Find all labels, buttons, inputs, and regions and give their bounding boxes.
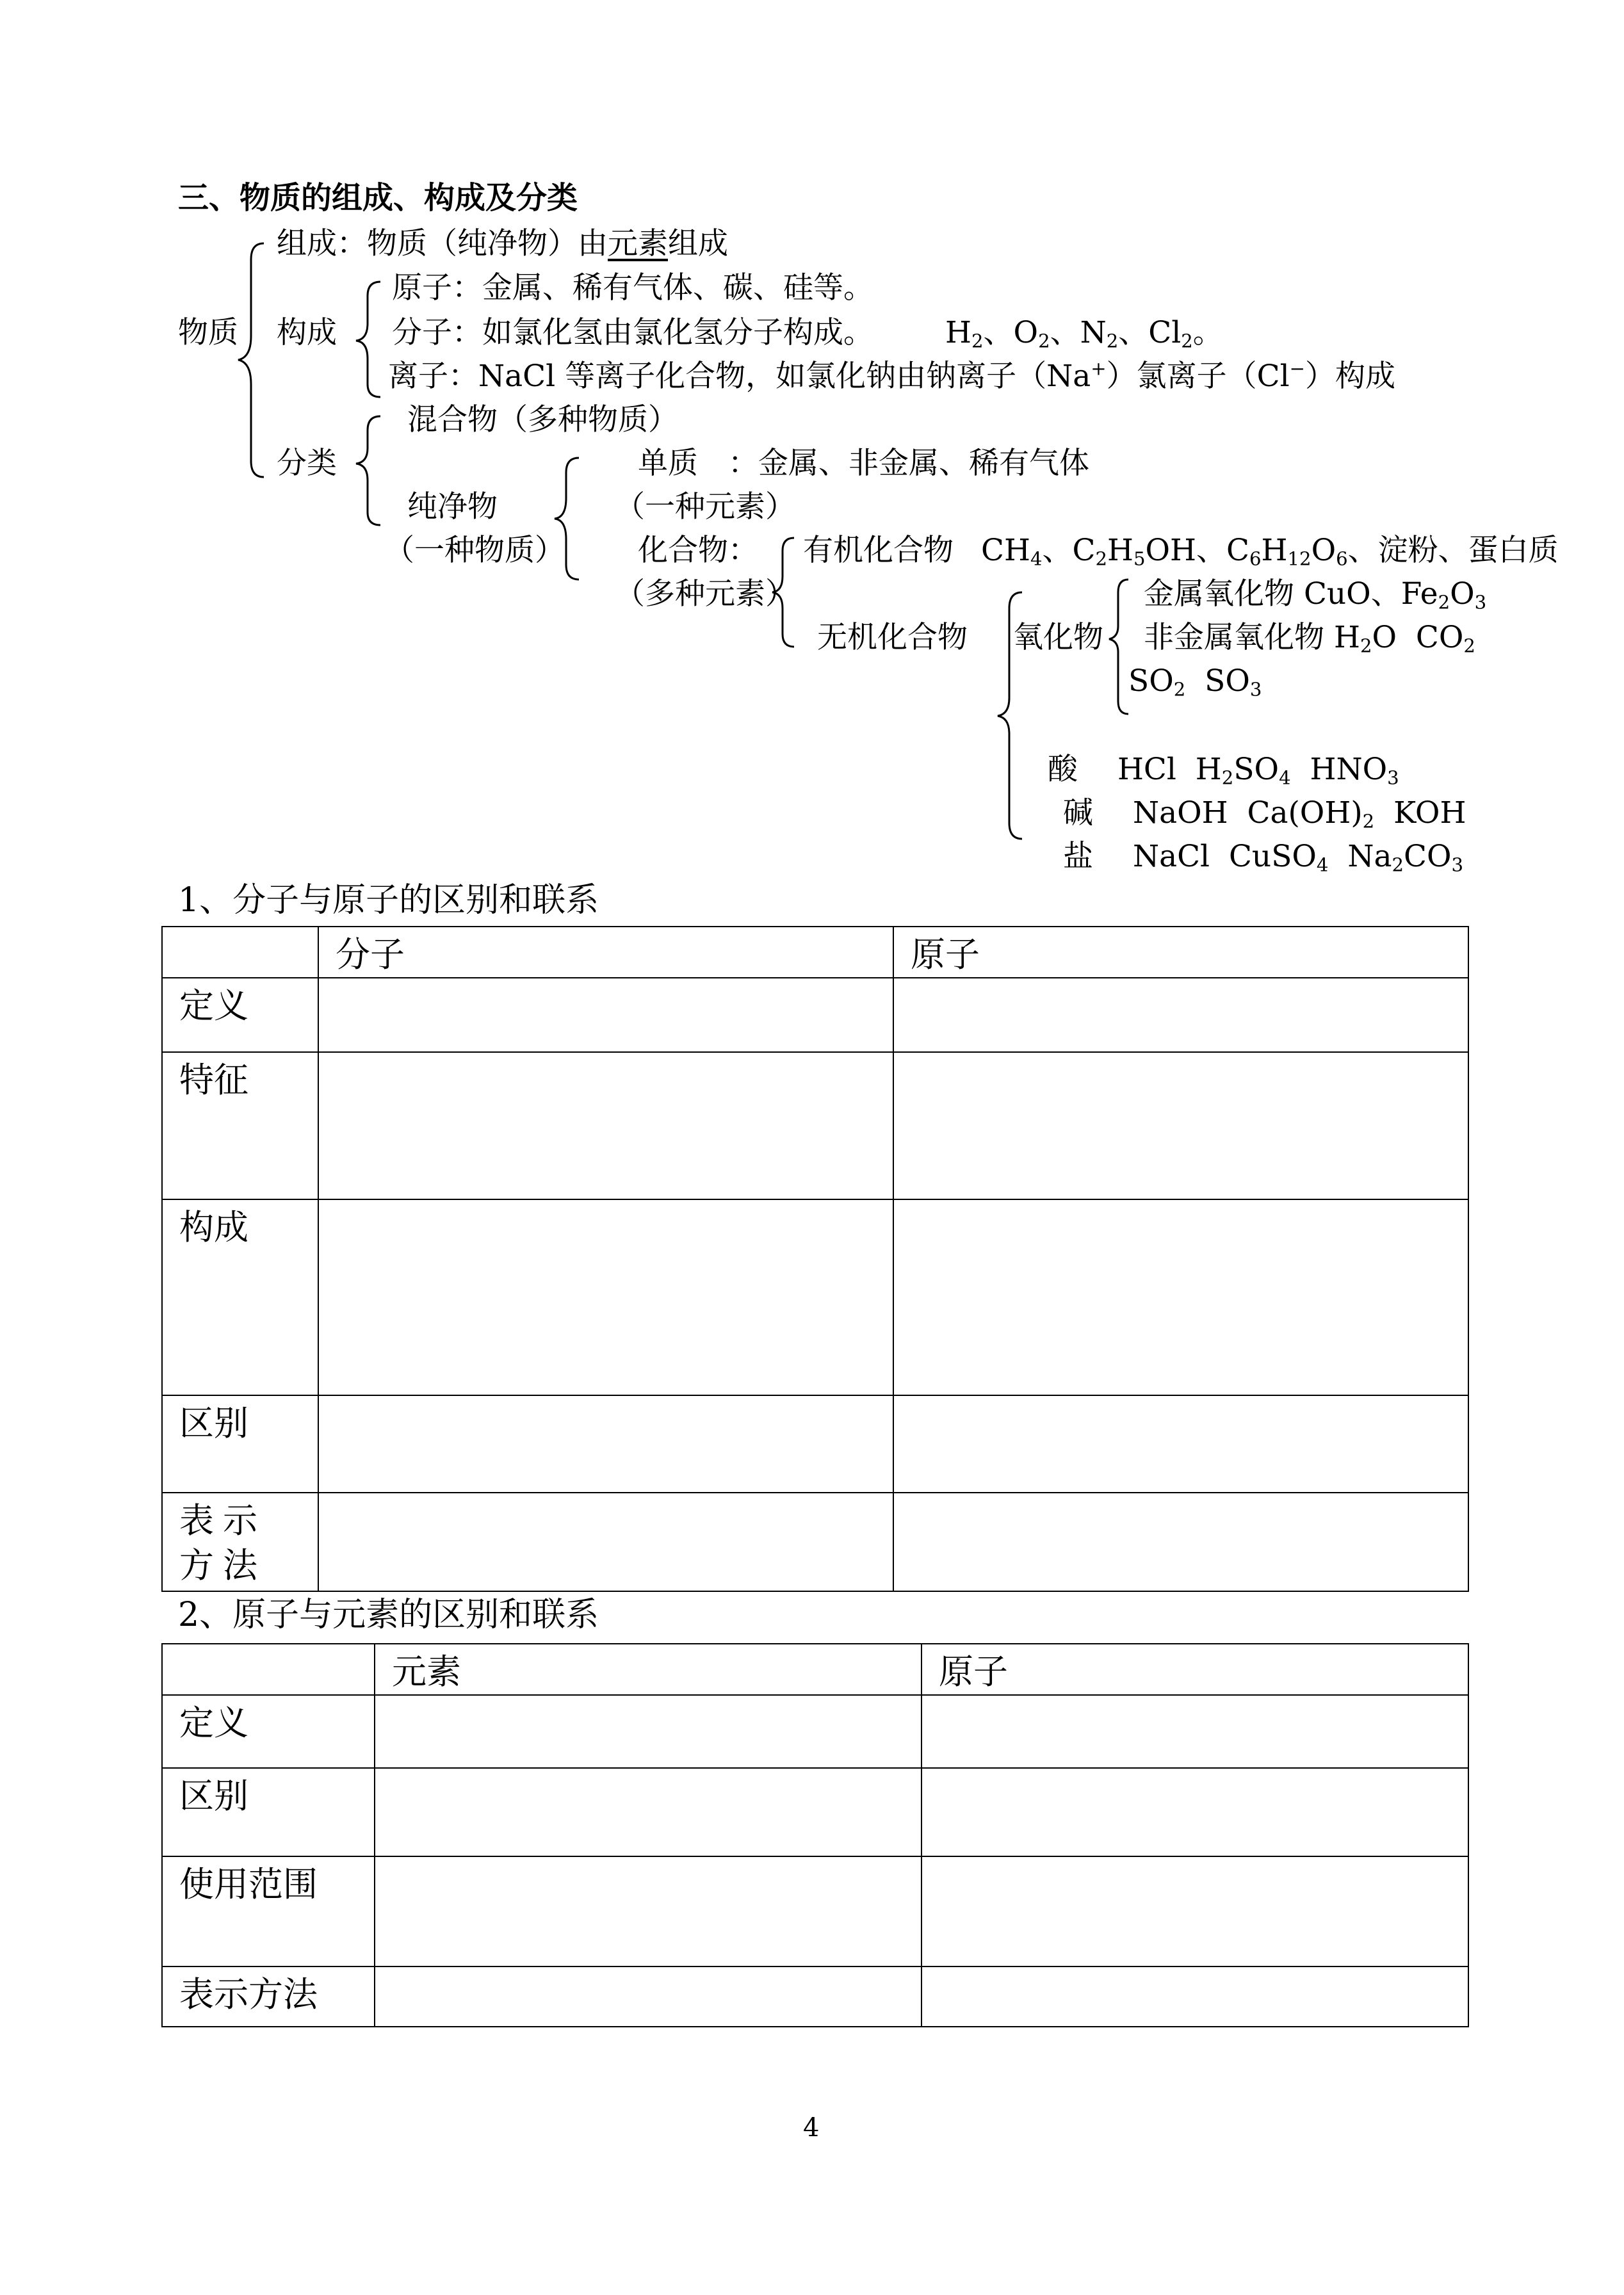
table-header-cell: 原子 — [922, 1644, 1468, 1695]
table1-heading: 1、分子与原子的区别和联系 — [178, 881, 599, 920]
table-cell — [318, 978, 893, 1052]
table-row — [162, 1695, 1468, 1768]
mixture-line: 混合物（多种物质） — [407, 402, 678, 437]
nonmetal-oxide-line-2: $SO_2$ $SO_3$ — [1128, 663, 1262, 701]
table2-heading: 2、原子与元素的区别和联系 — [178, 1596, 599, 1634]
table-row — [162, 1768, 1468, 1856]
table-cell — [893, 1199, 1468, 1395]
row-label: 区别 — [162, 1395, 318, 1493]
table-header-cell — [162, 927, 318, 978]
table-header-cell: 原子 — [893, 927, 1468, 978]
row-label: 特征 — [162, 1052, 318, 1199]
table-row — [162, 1644, 1468, 1695]
table-header-cell: 分子 — [318, 927, 893, 978]
molecule-line: 分子：如氯化氢由氯化氢分子构成。 — [392, 315, 873, 350]
organic-formulas: $CH_4$、$C_2H_5OH$、$C_6H_{12}O_6$、淀粉、蛋白质 — [981, 533, 1559, 570]
row-label: 定义 — [162, 978, 318, 1052]
metal-oxide-line: 金属氧化物 CuO、$Fe_2O_3$ — [1144, 576, 1487, 613]
row-label: 表示方法 — [162, 1967, 375, 2027]
table-cell — [318, 1199, 893, 1395]
compound-note: （多种元素） — [615, 576, 795, 612]
table-header-cell: 元素 — [375, 1644, 922, 1695]
structure-label: 构成 — [277, 315, 337, 350]
oxide-label: 氧化物 — [1013, 620, 1103, 655]
row-label: 构成 — [162, 1199, 318, 1395]
table-header-cell — [162, 1644, 375, 1695]
page-number: 4 — [803, 2113, 820, 2143]
table-cell — [922, 1967, 1468, 2027]
table-cell — [375, 1695, 922, 1768]
acid-line: 酸 HCl $H_2SO_4$ $HNO_3$ — [1048, 752, 1399, 789]
row-label: 表示方法 — [162, 1493, 318, 1591]
table-cell — [893, 1493, 1468, 1591]
classification-label: 分类 — [277, 446, 337, 481]
molecule-atom-table — [161, 926, 1469, 1592]
table-row — [162, 1856, 1468, 1967]
table-row — [162, 1493, 1468, 1591]
inorganic-compound-label: 无机化合物 — [817, 620, 968, 655]
table-row — [162, 1395, 1468, 1493]
row-label: 定义 — [162, 1695, 375, 1768]
row-label: 区别 — [162, 1768, 375, 1856]
base-line: 碱 NaOH $Ca(OH)_2$ KOH — [1063, 795, 1466, 832]
section-title: 三、物质的组成、构成及分类 — [178, 180, 578, 216]
table-row — [162, 1967, 1468, 2027]
element-substance-line: 单质 ：金属、非金属、稀有气体 — [638, 446, 1089, 481]
pure-substance-note: （一种物质） — [384, 533, 565, 568]
table-cell — [318, 1395, 893, 1493]
table-cell — [922, 1768, 1468, 1856]
table-row — [162, 1199, 1468, 1395]
table-row — [162, 1052, 1468, 1199]
nonmetal-oxide-line: 非金属氧化物 $H_2O$ $CO_2$ — [1144, 620, 1475, 657]
table-cell — [922, 1856, 1468, 1967]
table-cell — [375, 1967, 922, 2027]
table-cell — [893, 1395, 1468, 1493]
table-cell — [375, 1768, 922, 1856]
ion-line: 离子：NaCl 等离子化合物，如氯化钠由钠离子（Na+）氯离子（Cl−）构成 — [388, 357, 1396, 394]
table-cell — [375, 1856, 922, 1967]
table-cell — [893, 978, 1468, 1052]
table-cell — [318, 1052, 893, 1199]
pure-substance-label: 纯净物 — [407, 489, 498, 524]
organic-compound-label: 有机化合物 — [803, 533, 954, 568]
molecule-examples: $H_2$、$O_2$、$N_2$、$Cl_2$。 — [945, 315, 1223, 352]
element-note: （一种元素） — [615, 489, 795, 524]
atom-line: 原子：金属、稀有气体、碳、硅等。 — [392, 270, 873, 305]
root-matter-label: 物质 — [178, 315, 238, 350]
compound-label: 化合物： — [638, 533, 758, 568]
table-cell — [318, 1493, 893, 1591]
element-atom-table — [161, 1643, 1469, 2027]
table-cell — [922, 1695, 1468, 1768]
composition-line: 组成：物质（纯净物）由元素组成 — [277, 226, 728, 261]
salt-line: 盐 NaCl CuSO$_4$ $Na_2CO_3$ — [1063, 839, 1464, 876]
table-row — [162, 927, 1468, 978]
table-row — [162, 978, 1468, 1052]
table-cell — [893, 1052, 1468, 1199]
row-label: 使用范围 — [162, 1856, 375, 1967]
